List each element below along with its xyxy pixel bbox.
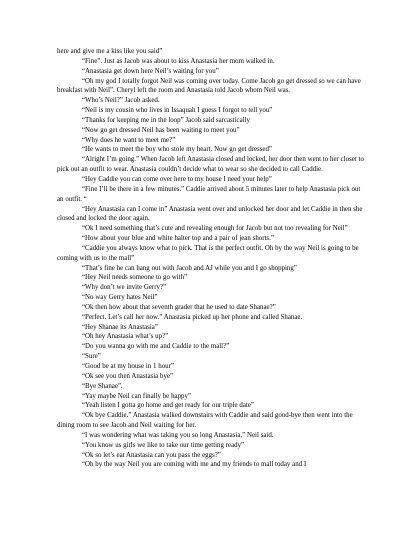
paragraph: “I was wondering what was taking you so long Anastasia,” Neil said.: [82, 431, 274, 439]
paragraph: “Ok then how about that seventh grader that he used to date Shanae?”: [82, 303, 276, 311]
paragraph: “Oh by the way Neil you are coming with me and my friends to mall today and I: [82, 461, 307, 469]
paragraph: “Fine”. Just as Jacob was about to kiss Anastasia her mom walked in.: [82, 57, 275, 65]
paragraph: “Ok bye Caddie.” Anastasia walked downstairs with Caddie and said good-bye then went into the dining room to see Jacob and Neil waiting for her.: [57, 412, 353, 430]
paragraph: “No way Gerry hates Neil”: [82, 294, 158, 302]
paragraph: here and give me a kiss like you said”: [57, 48, 163, 55]
story-text: [57, 47, 364, 470]
paragraph: “Now go get dressed Neil has been waiting to meet you”: [82, 126, 240, 134]
paragraph: “You know us girls we like to take our time getting ready”: [82, 441, 245, 449]
paragraph: “Anastasia get down here Neil’s waiting for you”: [82, 67, 219, 75]
paragraph: “He wants to meet the boy who stole my heart. Now go get dressed”: [82, 146, 272, 154]
paragraph: “Hey Shanae its Anastasia”: [82, 323, 158, 331]
paragraph: “That’s fine he can hang out with Jacob and AJ while you and I go shopping”: [82, 264, 297, 272]
paragraph: “Hey Neil needs someone to go with”: [82, 274, 188, 282]
paragraph: “Alright I’m going.” When Jacob left Anastasia closed and locked, her door then went to her closet to pick out an outfit to wear. Anastasia couldn’t decide what to wear so she decided to call Caddie.: [57, 156, 364, 174]
paragraph: “Sure”: [82, 353, 101, 361]
paragraph: “Do you wanna go with me and Caddie to the mall?”: [82, 343, 230, 351]
paragraph: “Oh my god I totally forgot Neil was coming over today. Come Jacob go get dressed so we can have breakfast with Neil”. Cheryl left the room and Anastasia told Jacob whom Neil was.: [57, 77, 361, 95]
paragraph: “Oh hey Anastasia what’s up?”: [82, 333, 169, 341]
paragraph: “Yeah listen I gotta go home and get ready for our triple date”: [82, 402, 254, 410]
paragraph: “Why does he want to meet me?”: [82, 136, 176, 144]
paragraph: “Caddie you always know what to pick. That is the perfect outfit. Oh by the way Neil is going to be coming with us to the mall”: [57, 244, 359, 262]
paragraph: “Yay maybe Neil can finally be happy”: [82, 392, 191, 400]
paragraph: “Neil is my cousin who lives in Issaquah I guess I forgot to tell you”: [82, 107, 273, 115]
paragraph: “Good be at my house in 1 hour”: [82, 363, 174, 370]
paragraph: “How about your blue and white halter top and a pair of jean shorts.”: [82, 235, 274, 243]
paragraph: “Ok see you then Anastasia bye”: [82, 372, 174, 380]
paragraph: “Thanks for keeping me in the loop” Jacob said sarcastically: [82, 116, 250, 124]
paragraph: “Fine I’ll be there in a few minutes.” Caddie arrived about 5 minutes later to help Anastasia pick out an outfit. “: [57, 185, 361, 203]
paragraph: “Ok I need something that’s cute and revealing enough for Jacob but not too revealing for Neil”: [82, 225, 348, 233]
paragraph: “Who’s Neil?” Jacob asked.: [82, 97, 160, 105]
paragraph: “Why don’t we invite Gerry?”: [82, 284, 167, 292]
paragraph: “Ok so let’s eat Anastasia can you pass the eggs?”: [82, 451, 221, 459]
paragraph: “Perfect. Let’s call her now.” Anastasia picked up her phone and called Shanae.: [82, 313, 303, 321]
paragraph: “Hey Anastasia can I come in” Anastasia went over and unlocked her door and let Caddie in then she closed and locked the door again.: [57, 205, 363, 223]
paragraph: “Bye Shanae”.: [82, 382, 123, 390]
paragraph: “Hey Caddie you can come over here to my house I need your help”: [82, 175, 272, 183]
